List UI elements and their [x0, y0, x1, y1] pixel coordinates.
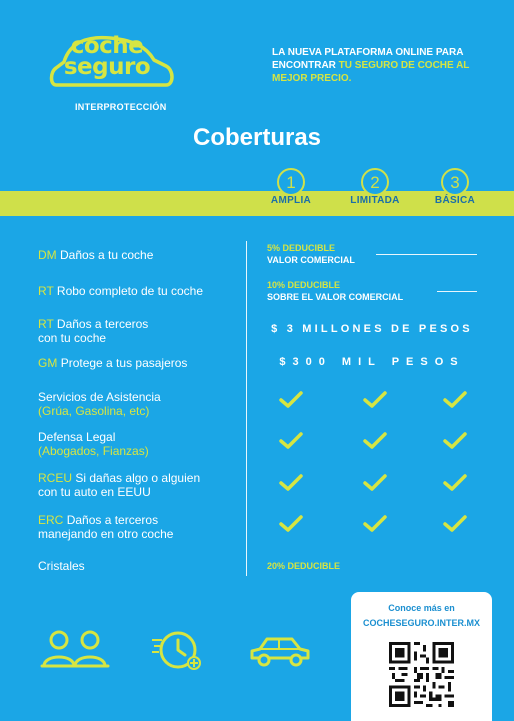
row-text: Daños a terceros — [66, 513, 159, 527]
row-erc — [38, 513, 173, 541]
row-text: Si dañas algo o alguien — [75, 471, 201, 485]
row-subtext: (Grúa, Gasolina, etc) — [38, 404, 150, 418]
check-icon — [279, 515, 303, 533]
logo-line2: seguro — [63, 54, 151, 80]
row-text: Defensa Legal — [38, 430, 116, 444]
value-cristales — [267, 560, 340, 572]
tagline-text: LA NUEVA PLATAFORMA ONLINE PARA ENCONTRAR — [272, 47, 464, 71]
tier-2-label: LIMITADA — [350, 195, 400, 206]
row-code: RT — [38, 284, 54, 298]
logo — [48, 30, 178, 110]
row-dm — [38, 248, 153, 262]
logo-line1: coche — [70, 33, 144, 59]
row-asistencia — [38, 390, 161, 418]
row-text: Protege a tus pasajeros — [60, 356, 188, 370]
row-gm — [38, 356, 187, 370]
row-code: RT — [38, 317, 54, 331]
row-text-line2: con tu coche — [38, 331, 107, 345]
cta-url-link[interactable]: COCHESEGURO.INTER.MX — [362, 618, 480, 628]
value-rt-line1: 10% DEDUCIBLE — [267, 280, 341, 290]
value-rule — [376, 254, 477, 255]
row-rceu — [38, 471, 200, 499]
qr-code[interactable] — [389, 642, 454, 707]
check-icon — [443, 515, 467, 533]
value-cristales-text: 20% DEDUCIBLE — [267, 561, 341, 571]
row-code: GM — [38, 356, 58, 370]
value-rc-terceros: $ 3 MILLONES DE PESOS — [271, 323, 473, 335]
row-text: Cristales — [38, 559, 85, 573]
check-icon — [443, 391, 467, 409]
row-text-line2: con tu auto en EEUU — [38, 485, 151, 499]
check-icon — [363, 432, 387, 450]
page-title: Coberturas — [192, 124, 322, 151]
row-cristales — [38, 559, 85, 573]
value-dm-line2: VALOR COMERCIAL — [267, 255, 355, 265]
check-icon — [363, 515, 387, 533]
check-icon — [279, 432, 303, 450]
people-icon — [40, 628, 110, 670]
tier-2-badge: 2 — [361, 168, 389, 196]
logo-subtitle: INTERPROTECCIÓN — [75, 102, 167, 112]
row-subtext: (Abogados, Fianzas) — [38, 444, 149, 458]
tier-3-badge: 3 — [441, 168, 469, 196]
logo-text — [48, 33, 166, 80]
value-dm — [267, 242, 355, 266]
row-code: ERC — [38, 513, 64, 527]
tagline-highlight: TU SEGURO DE COCHE AL MEJOR PRECIO. — [272, 60, 470, 84]
check-icon — [363, 474, 387, 492]
row-text: Daños a tu coche — [60, 248, 154, 262]
value-dm-line1: 5% DEDUCIBLE — [267, 243, 336, 253]
row-rt-robo — [38, 284, 203, 298]
tier-1-label: AMPLIA — [270, 195, 312, 206]
row-rt-terceros — [38, 317, 148, 345]
column-divider — [246, 241, 247, 576]
tagline — [272, 46, 482, 85]
car-icon — [248, 634, 312, 668]
value-rule — [437, 291, 477, 292]
check-icon — [443, 474, 467, 492]
value-gm: $300 MIL PESOS — [279, 356, 465, 368]
tier-1-badge: 1 — [277, 168, 305, 196]
check-icon — [443, 432, 467, 450]
value-rt — [267, 279, 403, 303]
row-text: Daños a terceros — [56, 317, 149, 331]
row-code: RCEU — [38, 471, 73, 485]
value-rt-line2: SOBRE EL VALOR COMERCIAL — [267, 292, 404, 302]
row-text: Robo completo de tu coche — [56, 284, 203, 298]
row-defensa — [38, 430, 149, 458]
row-text-line2: manejando en otro coche — [38, 527, 174, 541]
check-icon — [279, 474, 303, 492]
check-icon — [363, 391, 387, 409]
check-icon — [279, 391, 303, 409]
clock-24h-icon — [150, 628, 206, 672]
row-code: DM — [38, 248, 57, 262]
row-text: Servicios de Asistencia — [38, 390, 161, 404]
cta-label: Conoce más en — [388, 603, 455, 613]
tier-3-label: BÁSICA — [434, 195, 476, 206]
